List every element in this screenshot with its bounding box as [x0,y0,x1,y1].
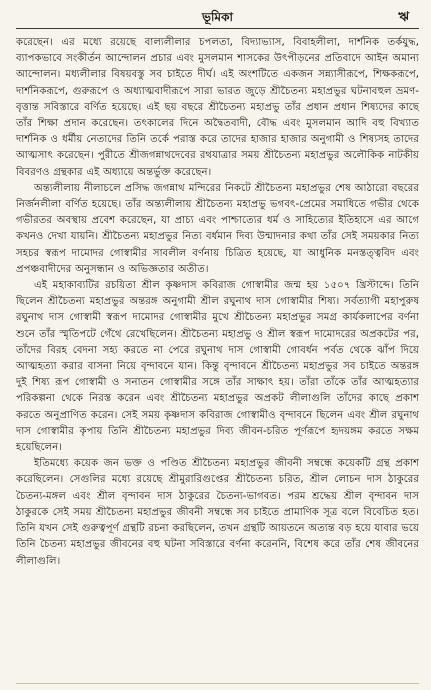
page-number: ঋ [398,10,409,25]
bottom-rule [16,683,419,684]
paragraph-2: অন্ত্যলীলায় নীলাচলে প্রসিদ্ধ জগন্নাথ মন্দিরের নিকটে শ্রীচৈতন্য মহাপ্রভুর শেষ আঠারো বছরের নির্জনলীলা বর্ণিত হয়েছে। তাঁর অন্ত্যলীলায় শ্রীচৈতন্য মহাপ্রভু ভগবৎ-প্রেমের সমাধিতে গভীর থেকে গভীরতর অবস্থায় প্রবেশ করেছেন, যা প্রাচ্য এবং পাশ্চাত্যের ধর্ম ও সাহিত্যের ইতিহাসে এর আগে কখনও দেখা যায়নি। শ্রীচৈতন্য মহাপ্রভুর নিত্য বর্ধমান দিব্য উন্মাদনার কথা তাঁর সেই সময়কার নিত্য সহচর স্বরূপ দামোদর গোস্বামীর সাবলীল বর্ণনায় চিত্রিত হয়েছে, যা আধুনিক মনস্তত্ত্ববিদ এবং প্রপঞ্চবাদীদের অনুসন্ধান ও অভিজ্ঞতার অতীত। [16,182,419,275]
page-title: ভূমিকা [202,10,233,24]
paragraph-3: এই মহাকাব্যটির রচয়িতা শ্রীল কৃষ্ণদাস কবিরাজ গোস্বামীর জন্ম হয় ১৫০৭ খ্রিস্টাব্দে। তিনি ছিলেন শ্রীচৈতন্য মহাপ্রভুর অন্তরঙ্গ অনুগামী শ্রীল রঘুনাথ দাস গোস্বামীর শিষ্য। সর্বত্যাগী মহাপুরুষ রঘুনাথ দাস গোস্বামী স্বরূপ দামোদর গোস্বামীর মুখে শ্রীচৈতন্য মহাপ্রভুর সমগ্র কার্যকলাপের বর্ণনা শুনে তাঁর স্মৃতিপটে গেঁথে রেখেছিলেন। শ্রীচৈতন্য মহাপ্রভু ও শ্রীল স্বরূপ দামোদরের অপ্রকটের পর, তাঁদের বিরহ বেদনা সহ্য করতে না পেরে রঘুনাথ দাস গোস্বামী গোবর্ধন পর্বত থেকে ঝাঁপ দিয়ে আত্মহত্যা করার বাসনা নিয়ে বৃন্দাবনে যান। কিন্তু বৃন্দাবনে শ্রীচৈতন্য মহাপ্রভুর সব চাইতে অন্তরঙ্গ দুই শিষ্য রূপ গোস্বামী ও সনাতন গোস্বামীর সঙ্গে তাঁর সাক্ষাৎ হয়। তাঁরা তাঁকে তাঁর আত্মহত্যার পরিকল্পনা থেকে নিরস্ত করেন এবং শ্রীচৈতন্য মহাপ্রভুর অপ্রকট লীলাগুলি তাঁদের কাছে প্রকাশ করতে অনুপ্রাণিত করেন। সেই সময় কৃষ্ণদাস কবিরাজ গোস্বামীও বৃন্দাবনে ছিলেন এবং শ্রীল রঘুনাথ দাস গোস্বামীর কৃপায় তিনি শ্রীচৈতন্য মহাপ্রভুর দিব্য জীবন-চরিত পূর্ণরূপে হৃদয়ঙ্গম করতে সক্ষম হয়েছিলেন। [16,280,419,454]
paragraph-1: করেছেন। এর মধ্যে রয়েছে বাল্যলীলার চপলতা, বিদ্যাভ্যাস, বিবাহলীলা, দার্শনিক তর্কযুদ্ধ, ব্যাপকভাবে সংকীর্তন আন্দোলন প্রচার এবং মুসলমান শাসকের উৎপীড়নের প্রতিবাদে আইন অমান্য আন্দোলন। মধ্যলীলার বিষয়বস্তু সব চাইতে দীর্ঘ। এই অংশটিতে একজন সন্ন্যাসীরূপে, শিক্ষকরূপে, দার্শনিকরূপে, গুরুরূপে ও অধ্যাত্মবাদীরূপে সারা ভারত জুড়ে শ্রীচৈতন্য মহাপ্রভুর ঘটনাবহুল ভ্রমণ-বৃত্তান্ত সবিস্তারে বর্ণিত হয়েছে। এই ছয় বছরে শ্রীচৈতন্য মহাপ্রভু তাঁর প্রধান প্রধান শিষ্যদের কাছে তাঁর শিক্ষা প্রদান করেছেন। তৎকালের দিনে অদ্বৈতবাদী, বৌদ্ধ এবং মুসলমান আদি বহু বিখ্যাত দার্শনিক ও ধর্মীয় নেতাদের তিনি তর্কে পরাস্ত করে তাদের হাজার হাজার অনুগামী ও শিষ্যসহ তাদের আত্মসাৎ করেছেন। পুরীতে শ্রীজগন্নাথদেবের রথযাত্রার সময় শ্রীচৈতন্য মহাপ্রভুর অলৌকিক নাটকীয় বিবরণও গ্রন্থকার এই অধ্যায়ে অন্তর্ভুক্ত করেছেন। [16,37,419,178]
page-header [16,6,419,29]
paragraph-4: ইতিমধ্যে কয়েক জন ভক্ত ও পণ্ডিত শ্রীচৈতন্য মহাপ্রভুর জীবনী সম্বন্ধে কয়েকটি গ্রন্থ প্রকাশ করেছিলেন। সেগুলির মধ্যে রয়েছে শ্রীমুরারিগুপ্তের শ্রীচৈতন্য চরিত, শ্রীল লোচন দাস ঠাকুরের চৈতন্য-মঙ্গল এবং শ্রীল বৃন্দাবন দাস ঠাকুরের চৈতন্য-ভাগবত। পরম শ্রদ্ধেয় শ্রীল বৃন্দাবন দাস ঠাকুরকে সেই সময় শ্রীচৈতন্য মহাপ্রভুর জীবনী সম্বন্ধে সব চাইতে প্রামাণিক সূত্র বলে বিবেচিত হত। তিনি যখন সেই গুরুত্বপূর্ণ গ্রন্থটি রচনা করছিলেন, তখন গ্রন্থটি আয়তনে অত্যন্ত বড় হয়ে যাবার ভয়ে তিনি চৈতন্য মহাপ্রভুর জীবনের বহু ঘটনা সবিস্তারে বর্ণনা করেননি, বিশেষ করে তাঁর শেষ জীবনের লীলাগুলি। [16,458,419,567]
page-body [16,35,419,570]
